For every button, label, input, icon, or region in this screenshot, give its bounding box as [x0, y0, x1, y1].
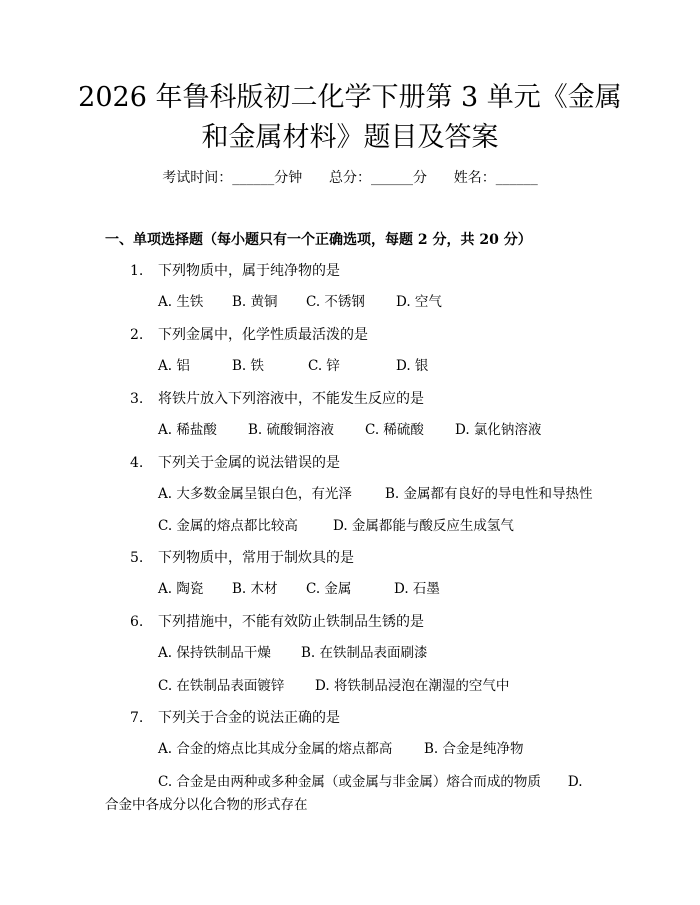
- question-stem: 将铁片放入下列溶液中，不能发生反应的是: [158, 391, 424, 407]
- question-5-options: [158, 579, 440, 599]
- option-c: C. 锌: [308, 358, 340, 374]
- option-d: D. 石墨: [394, 581, 440, 597]
- option-d: D. 空气: [396, 294, 442, 310]
- exam-meta-line: 考试时间：______分钟 总分：______分 姓名：______: [162, 170, 538, 186]
- question-4-options-line1: [158, 484, 593, 504]
- option-b: B. 硫酸铜溶液: [248, 422, 335, 438]
- option-b: B. 金属都有良好的导电性和导热性: [385, 486, 593, 502]
- question-3-options: [158, 420, 541, 440]
- question-4-options-line2: [158, 516, 514, 536]
- question-stem: 下列物质中，常用于制炊具的是: [158, 550, 354, 566]
- question-7-options-line1: [158, 739, 524, 759]
- option-b: B. 黄铜: [232, 294, 278, 310]
- option-c: C. 金属: [306, 581, 352, 597]
- section-heading: 一、单项选择题（每小题只有一个正确选项，每题 2 分，共 20 分）: [105, 232, 532, 248]
- option-d: D. 银: [396, 358, 429, 374]
- option-b: B. 木材: [232, 581, 278, 597]
- question-stem: 下列措施中，不能有效防止铁制品生锈的是: [158, 614, 424, 630]
- question-number: 3.: [130, 391, 144, 407]
- question-6-options-line1: [158, 643, 428, 663]
- option-c: C. 不锈钢: [306, 294, 365, 310]
- question-number: 5.: [130, 550, 144, 566]
- option-d: D. 氯化钠溶液: [455, 422, 542, 438]
- document-title-line2: 和金属材料》题目及答案: [201, 122, 499, 153]
- option-d: D. 金属都能与酸反应生成氢气: [333, 518, 514, 534]
- option-b: B. 在铁制品表面刷漆: [301, 645, 428, 661]
- document-title-line1: 2026 年鲁科版初二化学下册第 3 单元《金属: [78, 82, 622, 113]
- option-b: B. 铁: [232, 358, 265, 374]
- question-number: 1.: [130, 263, 144, 279]
- question-number: 4.: [130, 455, 144, 471]
- question-1-options: [158, 292, 442, 312]
- question-2-options: [158, 356, 428, 376]
- option-d: D. 将铁制品浸泡在潮湿的空气中: [315, 678, 510, 694]
- question-stem: 下列关于金属的说法错误的是: [158, 455, 340, 471]
- option-a: A. 合金的熔点比其成分金属的熔点都高: [158, 741, 393, 757]
- option-a: A. 生铁: [158, 294, 204, 310]
- option-c: C. 金属的熔点都比较高: [158, 518, 298, 534]
- option-a: A. 保持铁制品干燥: [158, 645, 271, 661]
- question-6-options-line2: [158, 676, 509, 696]
- option-c: C. 在铁制品表面镀锌: [158, 678, 285, 694]
- option-a: A. 大多数金属呈银白色，有光泽: [158, 486, 352, 502]
- option-a: A. 陶瓷: [158, 581, 204, 597]
- option-a: A. 稀盐酸: [158, 422, 217, 438]
- question-7-options-line2: C. 合金是由两种或多种金属（或金属与非金属）熔合而成的物质 D.: [158, 774, 583, 790]
- question-number: 2.: [130, 327, 144, 343]
- option-b: B. 合金是纯净物: [424, 741, 524, 757]
- option-c: C. 稀硫酸: [365, 422, 424, 438]
- option-a: A. 铝: [158, 358, 190, 374]
- question-7-options-line3: 合金中各成分以化合物的形式存在: [105, 797, 308, 813]
- question-number: 6.: [130, 614, 144, 630]
- question-number: 7.: [130, 710, 144, 726]
- question-stem: 下列物质中，属于纯净物的是: [158, 263, 340, 279]
- question-stem: 下列金属中，化学性质最活泼的是: [158, 327, 368, 343]
- question-stem: 下列关于合金的说法正确的是: [158, 710, 340, 726]
